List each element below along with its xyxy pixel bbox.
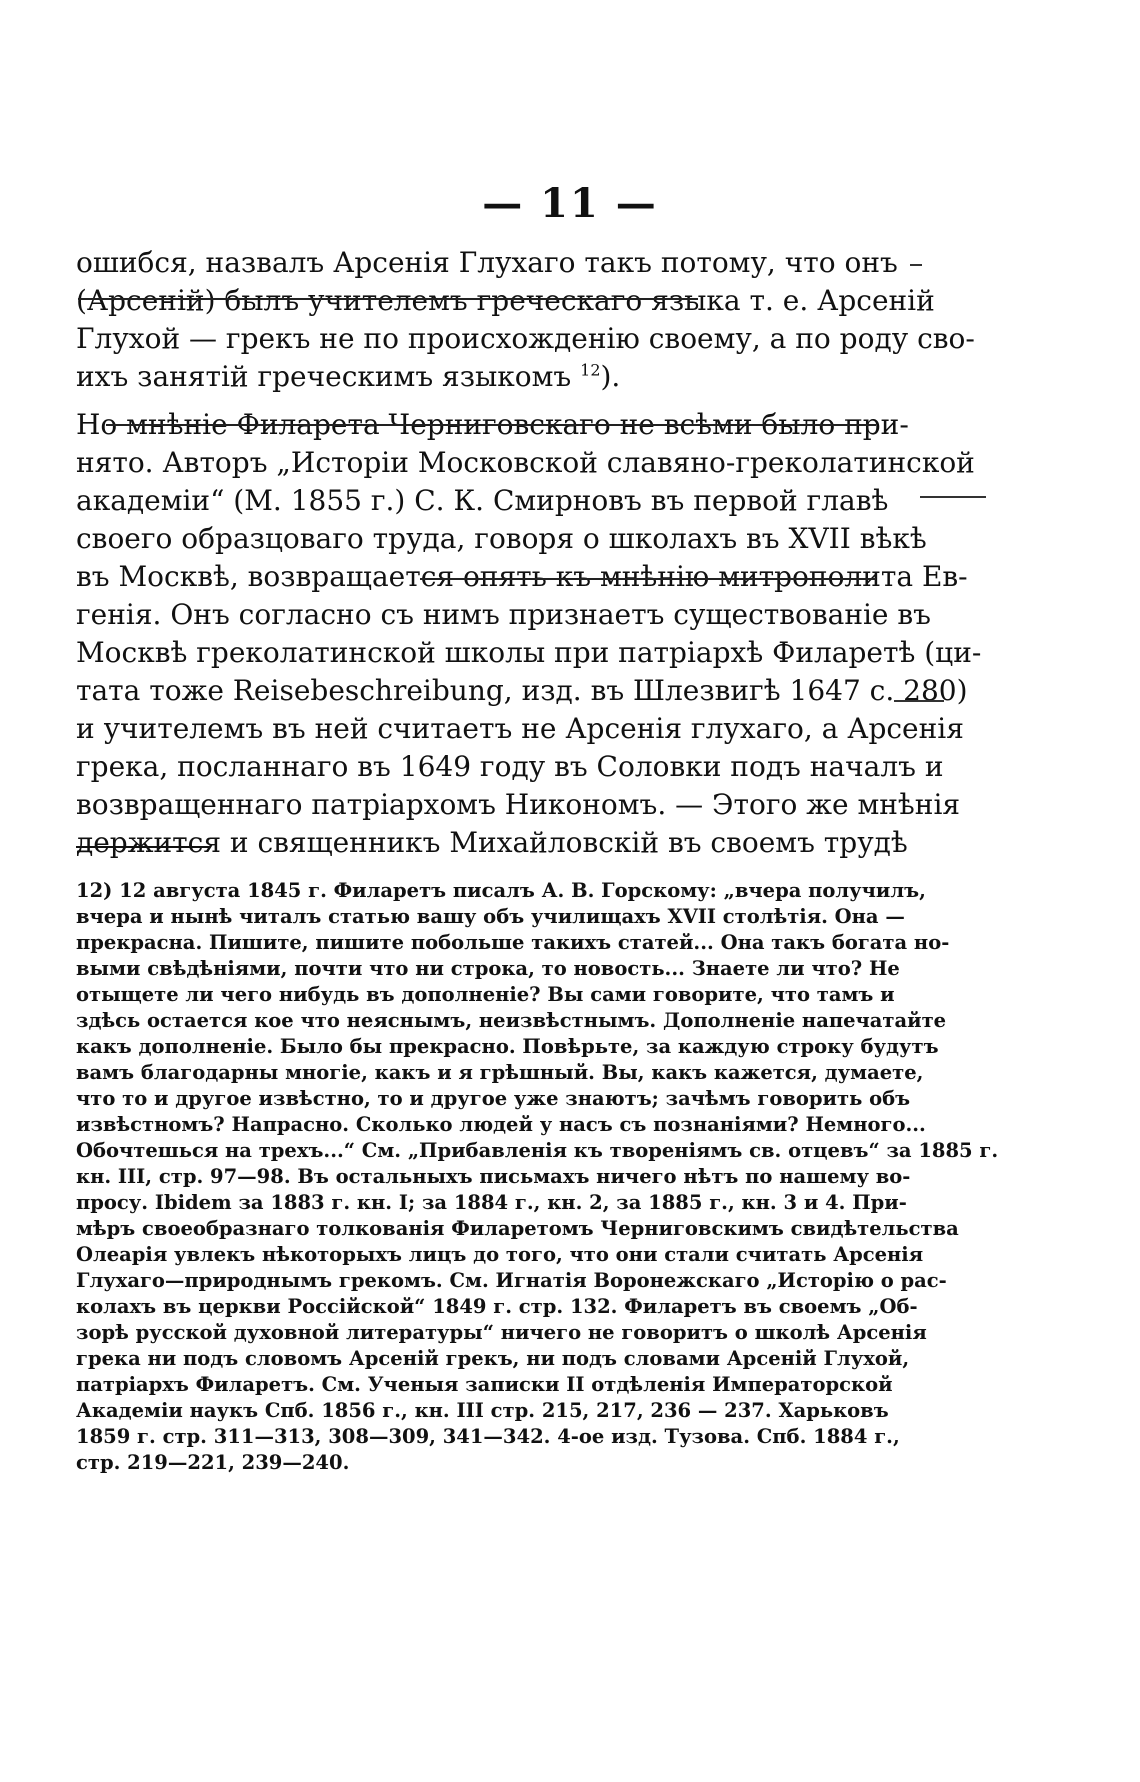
margin-mark	[894, 700, 944, 702]
footnote-line: грека ни подъ словомъ Арсеній грекъ, ни подъ словами Арсеній Глухой,	[76, 1347, 910, 1370]
footnote-line: какъ дополненіе. Было бы прекрасно. Повѣрьте, за каждую строку будутъ	[76, 1035, 939, 1058]
footnote-reference: 12	[580, 360, 601, 380]
text-line: Москвѣ греколатинской школы при патріархѣ Филаретѣ (ци-	[76, 636, 982, 669]
footnote-line: вамъ благодарны многіе, какъ и я грѣшный. Вы, какъ кажется, думаете,	[76, 1061, 924, 1084]
paragraph-1	[76, 244, 975, 396]
footnote-line: кн. III, стр. 97—98. Въ остальныхъ письмахъ ничего нѣтъ по нашему во-	[76, 1165, 911, 1188]
footnote-line: Глухаго—природнымъ грекомъ. См. Игнатія Воронежскаго „Исторію о рас-	[76, 1269, 947, 1292]
page-number: — 11 —	[482, 180, 658, 227]
footnote-line: патріархъ Филаретъ. См. Ученыя записки II отдѣленія Императорской	[76, 1373, 893, 1396]
text-line: Но мнѣніе Филарета Черниговскаго не всѣми было при-	[76, 408, 909, 441]
footnote-line: зорѣ русской духовной литературы“ ничего не говоритъ о школѣ Арсенія	[76, 1321, 927, 1344]
footnote-line: здѣсь остается кое что неяснымъ, неизвѣстнымъ. Дополненіе напечатайте	[76, 1009, 947, 1032]
margin-mark	[910, 264, 922, 266]
footnote	[76, 878, 999, 1476]
pen-strikethrough	[106, 424, 876, 426]
text-line: академіи“ (М. 1855 г.) С. К. Смирновъ въ первой главѣ	[76, 484, 889, 517]
text-line: тата тоже Reisebeschreibung, изд. въ Шлезвигѣ 1647 с. 280)	[76, 674, 968, 707]
footnote-line: Обочтешься на трехъ...“ См. „Прибавленія къ твореніямъ св. отцевъ“ за 1885 г.	[76, 1139, 999, 1162]
footnote-divider	[76, 846, 210, 848]
footnote-line: что то и другое извѣстно, то и другое уже знаютъ; зачѣмъ говорить объ	[76, 1087, 911, 1110]
pen-strikethrough	[420, 578, 876, 580]
text-line: грека, посланнаго въ 1649 году въ Соловки подъ началъ и	[76, 750, 944, 783]
footnote-line: 1859 г. стр. 311—313, 308—309, 341—342. 4-ое изд. Тузова. Спб. 1884 г.,	[76, 1425, 900, 1448]
text-line: генія. Онъ согласно съ нимъ признаетъ существованіе въ	[76, 598, 931, 631]
text-line: держится и священникъ Михайловскій въ своемъ трудѣ	[76, 826, 908, 859]
text-line	[76, 358, 876, 396]
footnote-marker: 12)	[76, 879, 113, 902]
pen-strikethrough	[78, 298, 698, 300]
footnote-line: Академіи наукъ Спб. 1856 г., кн. III стр. 215, 217, 236 — 237. Харьковъ	[76, 1399, 889, 1422]
footnote-line: извѣстномъ? Напрасно. Сколько людей у насъ съ познаніями? Немного...	[76, 1113, 926, 1136]
footnote-line: прекрасна. Пишите, пишите побольше такихъ статей... Она такъ богата но-	[76, 931, 950, 954]
text-line: своего образцоваго труда, говоря о школахъ въ XVII вѣкѣ	[76, 522, 927, 555]
footnote-line	[76, 878, 926, 904]
text-line-content: ихъ занятій греческимъ языкомъ	[76, 360, 572, 393]
text-line: ошибся, назвалъ Арсенія Глухаго такъ потому, что онъ	[76, 246, 898, 279]
footnote-line-content: 12 августа 1845 г. Филаретъ писалъ А. В. Горскому: „вчера получилъ,	[119, 879, 926, 902]
footnote-line: вчера и нынѣ читалъ статью вашу объ училищахъ XVII столѣтія. Она —	[76, 905, 905, 928]
footnote-line: стр. 219—221, 239—240.	[76, 1451, 350, 1474]
text-line: (Арсеній) былъ учителемъ греческаго языка т. е. Арсеній	[76, 284, 935, 317]
text-line: въ Москвѣ, возвращается опять къ мнѣнію митрополита Ев-	[76, 560, 968, 593]
footnote-line: мѣръ своеобразнаго толкованія Филаретомъ Черниговскимъ свидѣтельства	[76, 1217, 959, 1240]
footnote-line: просу. Ibidem за 1883 г. кн. I; за 1884 г., кн. 2, за 1885 г., кн. 3 и 4. При-	[76, 1191, 907, 1214]
text-line: и учителемъ въ ней считаетъ не Арсенія глухаго, а Арсенія	[76, 712, 964, 745]
footnote-line: отыщете ли чего нибудь въ дополненіе? Вы сами говорите, что тамъ и	[76, 983, 895, 1006]
closing-punctuation: ).	[600, 360, 621, 393]
footnote-line: Олеарія увлекъ нѣкоторыхъ лицъ до того, что они стали считать Арсенія	[76, 1243, 924, 1266]
footnote-line: выми свѣдѣніями, почти что ни строка, то новость... Знаете ли что? Не	[76, 957, 900, 980]
footnote-line: колахъ въ церкви Россійской“ 1849 г. стр. 132. Филаретъ въ своемъ „Об-	[76, 1295, 918, 1318]
text-line: возвращеннаго патріархомъ Никономъ. — Этого же мнѣнія	[76, 788, 961, 821]
text-line: Глухой — грекъ не по происхожденію своему, а по роду сво-	[76, 322, 975, 355]
paragraph-2	[76, 406, 982, 862]
text-line: нято. Авторъ „Исторіи Московской славяно-греколатинской	[76, 446, 975, 479]
margin-mark	[920, 496, 986, 498]
